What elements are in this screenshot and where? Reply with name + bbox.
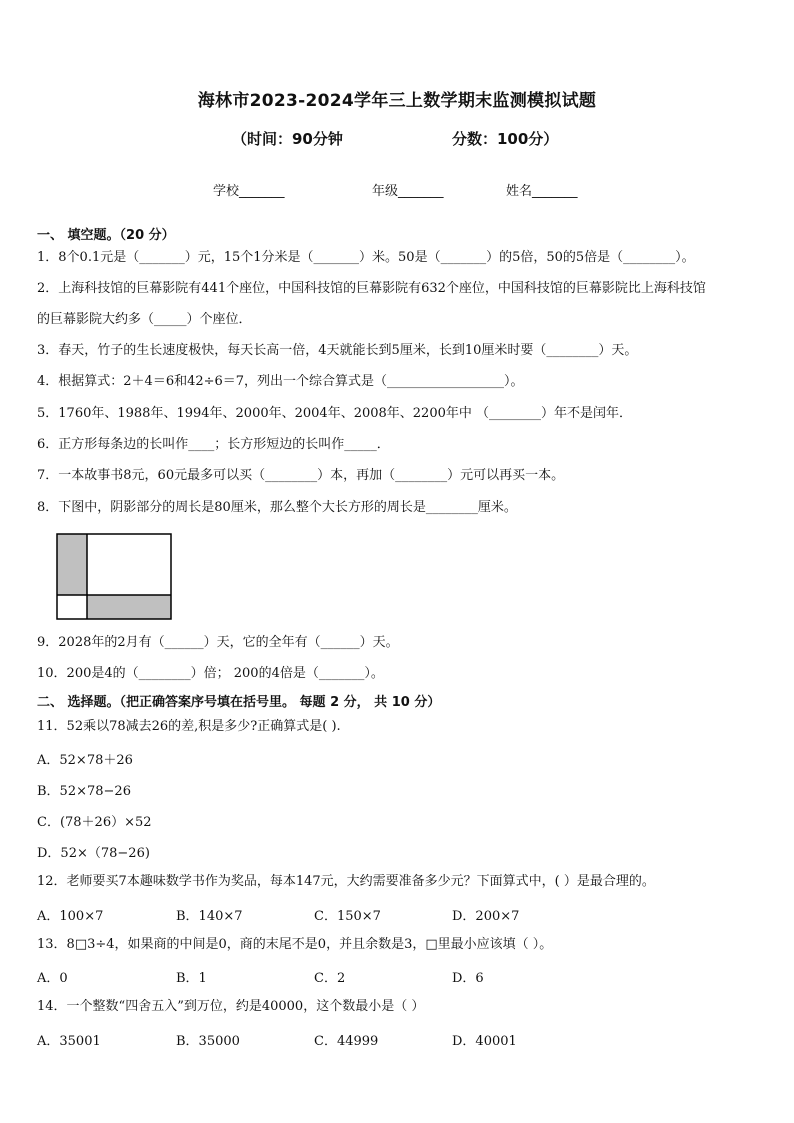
question-8: 8．下图中，阴影部分的周长是80厘米，那么整个大长方形的周长是________厘米。: [37, 500, 517, 515]
q13-option-c: C．2: [314, 971, 346, 986]
q14-option-d: D．40001: [452, 1034, 517, 1049]
q13-option-d: D．6: [452, 971, 484, 986]
question-3: 3．春天，竹子的生长速度极快，每天长高一倍，4天就能长到5厘米，长到10厘米时要（________）天。: [37, 343, 638, 358]
question-2-line-1: 2．上海科技馆的巨幕影院有441个座位，中国科技馆的巨幕影院有632个座位，中国科技馆的巨幕影院比上海科技馆: [37, 281, 706, 296]
q14-option-a: A．35001: [37, 1034, 101, 1049]
q14-option-b: B．35000: [176, 1034, 240, 1049]
question-6: 6．正方形每条边的长叫作____；长方形短边的长叫作_____．: [37, 437, 390, 452]
name-field: 姓名_______: [506, 184, 578, 199]
question-11: 11．52乘以78减去26的差,积是多少?正确算式是( ).: [37, 719, 341, 734]
q13-option-a: A．0: [37, 971, 68, 986]
q12-option-c: C．150×7: [314, 909, 381, 924]
question-9: 9．2028年的2月有（______）天，它的全年有（______）天。: [37, 635, 399, 650]
question-12: 12．老师要买7本趣味数学书作为奖品，每本147元，大约需要准备多少元？下面算式中，( ）是最合理的。: [37, 874, 655, 889]
question-5: 5．1760年、1988年、1994年、2000年、2004年、2008年、2200年中 （________）年不是闰年．: [37, 406, 632, 421]
question-13: 13．8□3÷4，如果商的中间是0，商的末尾不是0，并且余数是3，□里最小应该填（ ）。: [37, 937, 553, 952]
q12-option-b: B．140×7: [176, 909, 243, 924]
shaded-region-left: [57, 534, 87, 595]
section-1-heading: 一、 填空题。（20 分）: [37, 228, 175, 243]
question-1: 1．8个0.1元是（_______）元，15个1分米是（_______）米。50是（_______）的5倍，50的5倍是（________）。: [37, 250, 695, 265]
grade-field: 年级_______: [372, 184, 444, 199]
question-14: 14．一个整数“四舍五入”到万位，约是40000，这个数最小是（ ）: [37, 999, 425, 1014]
q13-option-b: B．1: [176, 971, 207, 986]
exam-score: 分数：100分）: [452, 130, 559, 148]
rectangle-figure: [56, 533, 172, 620]
q12-option-a: A．100×7: [37, 909, 104, 924]
q12-option-d: D．200×7: [452, 909, 520, 924]
q11-option-c: C．(78＋26）×52: [37, 815, 152, 830]
question-10: 10．200是4的（________）倍； 200的4倍是（_______）。: [37, 666, 384, 681]
school-field: 学校_______: [213, 184, 285, 199]
exam-time: （时间：90分钟: [232, 130, 343, 148]
page-title: 海林市2023-2024学年三上数学期末监测模拟试题: [197, 91, 597, 111]
question-2-line-2: 的巨幕影院大约多（_____）个座位．: [37, 312, 252, 327]
q11-option-a: A．52×78＋26: [37, 753, 133, 768]
q11-option-b: B．52×78−26: [37, 784, 131, 799]
question-4: 4．根据算式：2＋4＝6和42÷6＝7，列出一个综合算式是（__________________）。: [37, 374, 524, 389]
section-2-heading: 二、 选择题。（把正确答案序号填在括号里。 每题 2 分， 共 10 分）: [37, 695, 441, 710]
q14-option-c: C．44999: [314, 1034, 379, 1049]
shaded-region-bottom: [87, 595, 171, 619]
question-7: 7．一本故事书8元，60元最多可以买（________）本，再加（________）元可以再买一本。: [37, 468, 565, 483]
q11-option-d: D．52×（78−26): [37, 846, 150, 861]
